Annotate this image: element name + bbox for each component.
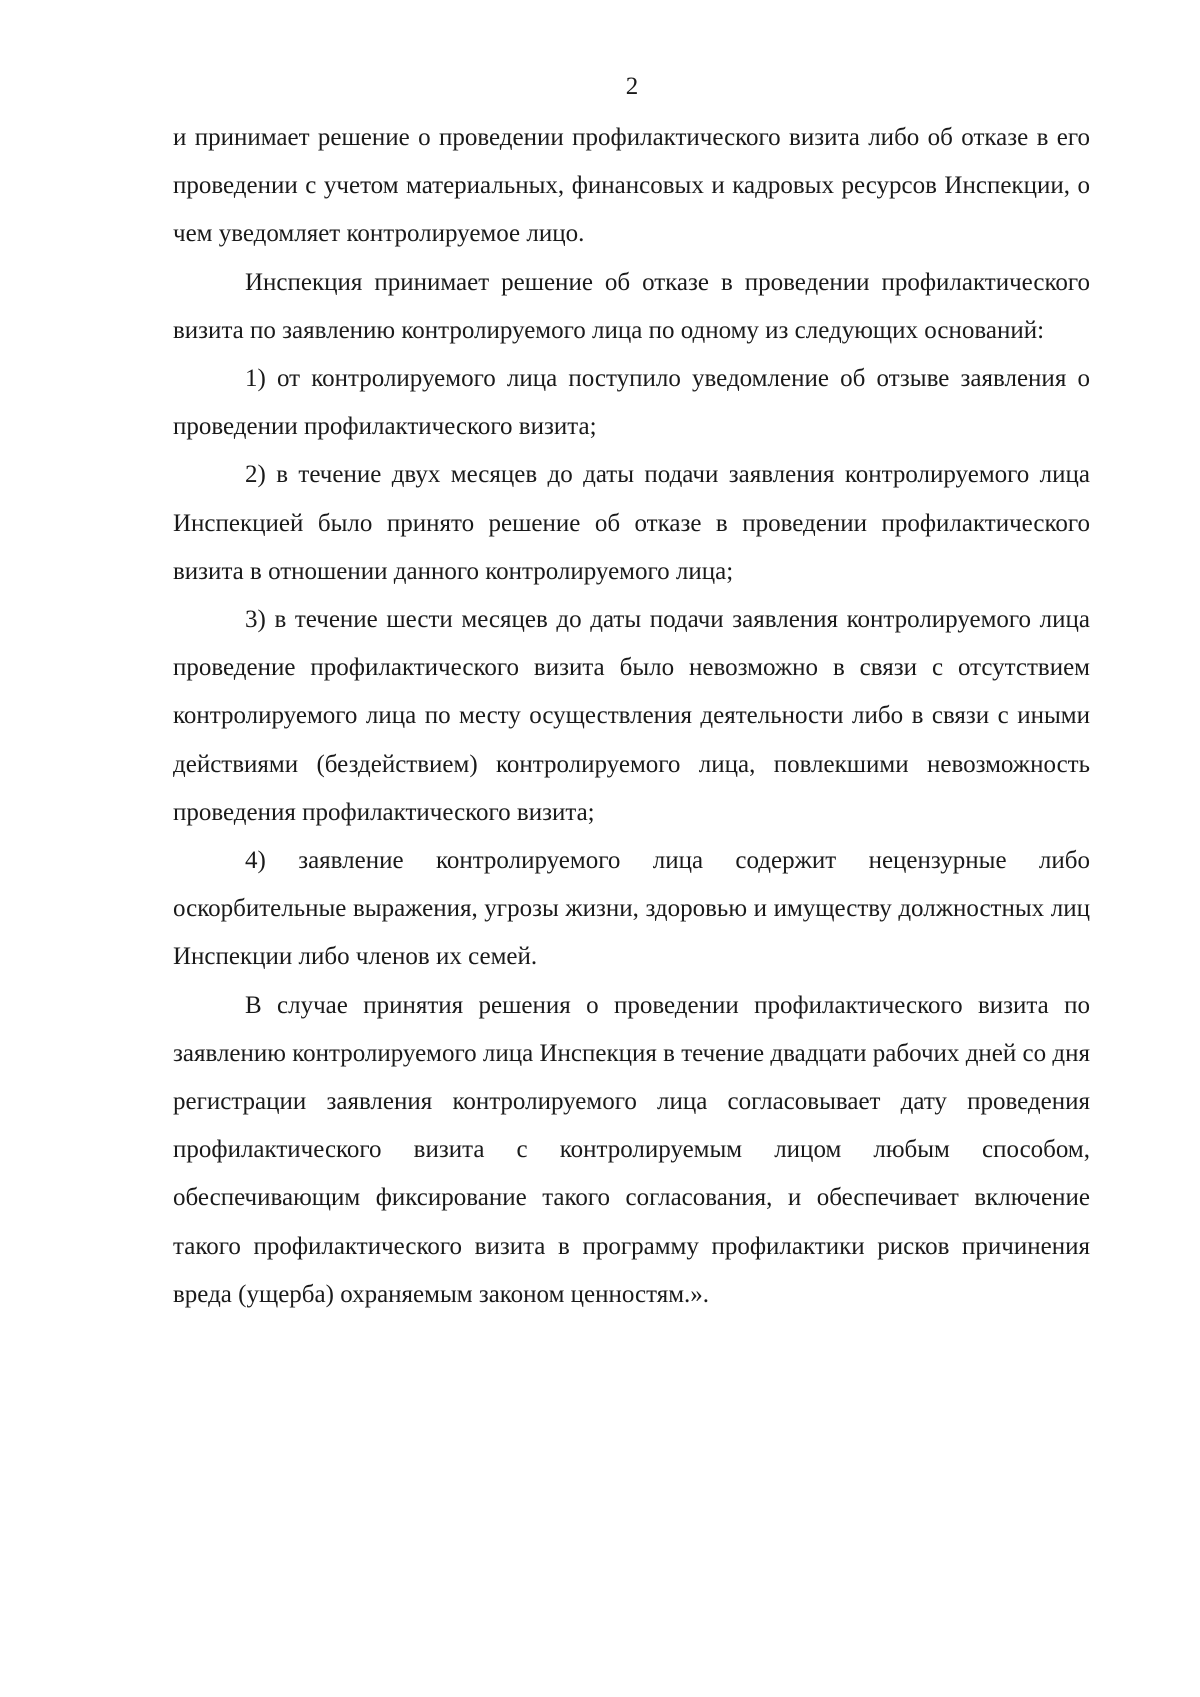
- list-item-2: 2) в течение двух месяцев до даты подачи заявления контролируемого лица Инспекцией было принято решение об отказе в проведении профилактического визита в отношении данного контролируемого лица;: [173, 461, 1090, 585]
- paragraph-approval: В случае принятия решения о проведении профилактического визита по заявлению контролируемого лица Инспекция в течение двадцати рабочих дней со дня регистрации заявления контролируемого лица согласовывает дату проведения профилактического визита с контролируемым лицом любым способом, обеспечивающим фиксирование такого согласования, и обеспечивает включение такого профилактического визита в программу профилактики рисков причинения вреда (ущерба) охраняемым законом ценностям.».: [173, 991, 1090, 1308]
- document-body: [173, 114, 1090, 1319]
- list-item-3: 3) в течение шести месяцев до даты подачи заявления контролируемого лица проведение профилактического визита было невозможно в связи с отсутствием контролируемого лица по месту осуществления деятельности либо в связи с иными действиями (бездействием) контролируемого лица, повлекшими невозможность проведения профилактического визита;: [173, 606, 1090, 826]
- list-item-1: 1) от контролируемого лица поступило уведомление об отзыве заявления о проведении профилактического визита;: [173, 365, 1090, 441]
- list-item-4: 4) заявление контролируемого лица содержит нецензурные либо оскорбительные выражения, угрозы жизни, здоровью и имуществу должностных лиц Инспекции либо членов их семей.: [173, 847, 1090, 971]
- paragraph-refusal-grounds: Инспекция принимает решение об отказе в проведении профилактического визита по заявлению контролируемого лица по одному из следующих оснований:: [173, 268, 1090, 344]
- paragraph-continuation: и принимает решение о проведении профилактического визита либо об отказе в его проведении с учетом материальных, финансовых и кадровых ресурсов Инспекции, о чем уведомляет контролируемое лицо.: [173, 124, 1090, 248]
- page-number: 2: [625, 73, 639, 100]
